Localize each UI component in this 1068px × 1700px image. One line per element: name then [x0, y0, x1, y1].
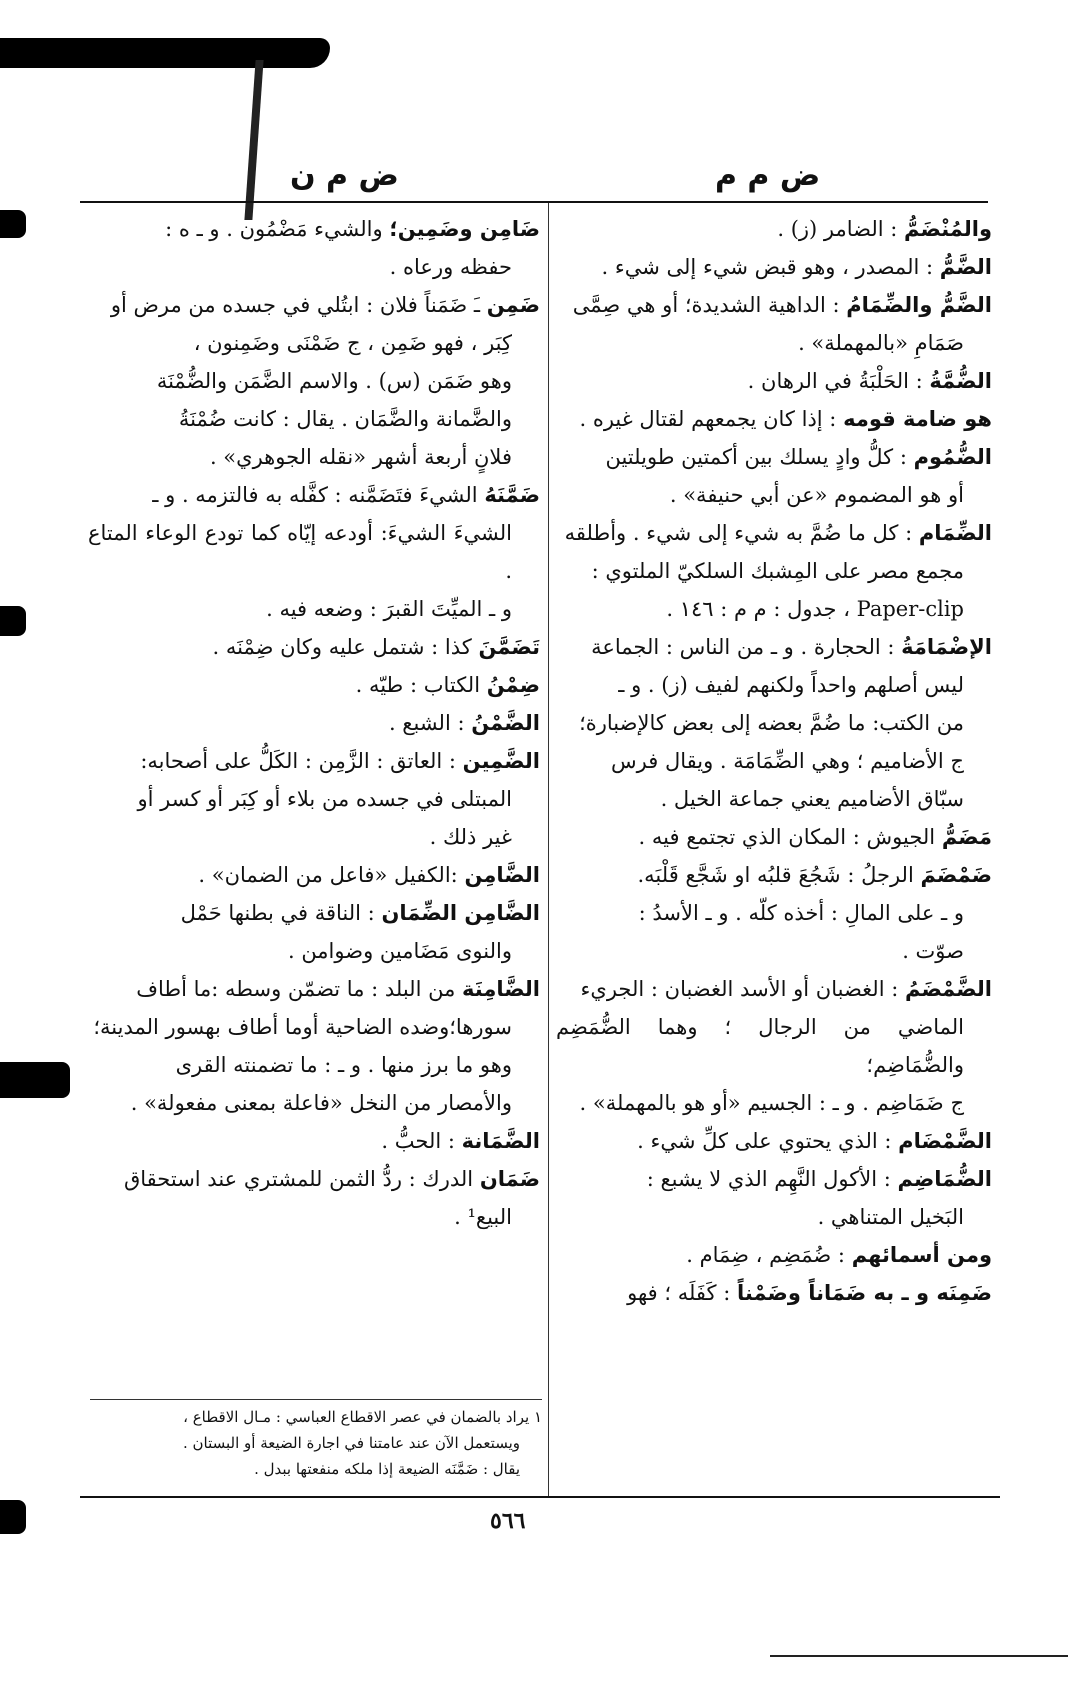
entry-line	[88, 1084, 540, 1122]
footnote-rule	[90, 1399, 542, 1400]
entry-line	[88, 362, 540, 400]
definition-text: : الذي يحتوي على كلِّ شيء .	[637, 1129, 892, 1153]
dictionary-entry	[556, 1274, 992, 1312]
definition-text: و ـ الميِّتَ القبرَ : وضعه فيه .	[266, 597, 512, 621]
entry-line	[88, 248, 540, 286]
scan-tear	[244, 60, 263, 220]
entry-line	[556, 1236, 992, 1274]
entry-line	[556, 286, 992, 324]
dictionary-entry	[556, 1236, 992, 1274]
headword: ضَامِن وضَمِين؛	[389, 217, 540, 241]
headword: ومن أسمائهم	[851, 1243, 992, 1267]
definition-text: والأمصار من النخل «فاعلة بمعنى مفعولة» .	[130, 1091, 512, 1115]
entry-line	[556, 932, 992, 970]
definition-text: : إذا كان يجمعهم لقتال غيره .	[579, 407, 837, 431]
headword: الضَّمَانة	[461, 1129, 540, 1153]
entry-line	[556, 590, 992, 628]
dictionary-entry	[556, 400, 992, 438]
headword: الضَّامِن	[464, 863, 540, 887]
definition-text: : الشبع .	[388, 711, 465, 735]
headword: والمُنْضَمُّ	[904, 217, 992, 241]
entry-line	[88, 1160, 540, 1198]
headword: الضُّمَاضِم	[897, 1167, 992, 1191]
dictionary-entry	[556, 438, 992, 514]
definition-text: البَخيل المتناهي .	[817, 1205, 964, 1229]
headword: الضِّمَام	[918, 521, 992, 545]
entry-line	[556, 438, 992, 476]
headword: الضَّمُّ	[939, 255, 992, 279]
definition-text: : الضامر (ز) .	[777, 217, 898, 241]
dictionary-entry	[88, 704, 540, 742]
definition-text: : الحبُّ .	[381, 1129, 455, 1153]
definition-text: من البلد : ما تضمّن وسطه :ما أطاف	[136, 977, 456, 1001]
headword: ضَمَان	[479, 1167, 540, 1191]
entry-line	[556, 704, 992, 742]
entry-line	[556, 248, 992, 286]
headword: الضُّمُوم	[913, 445, 992, 469]
definition-text: : الحَلْبَةُ في الرهان .	[747, 369, 923, 393]
column-left	[88, 210, 540, 1236]
definition-text: والشيء مَضْمُون . و ـ ه :	[165, 217, 383, 241]
dictionary-entry	[88, 210, 540, 286]
headword: الضَّامِن الضِّمَان	[381, 901, 540, 925]
dictionary-entry	[556, 248, 992, 286]
entry-line	[556, 400, 992, 438]
definition-text: فلانٍ أربعة أشهر «نقله الجوهري» .	[209, 445, 512, 469]
dictionary-entry	[88, 970, 540, 1122]
headword: الضَّمْضَمُ	[904, 977, 992, 1001]
entry-line	[556, 210, 992, 248]
entry-line	[556, 666, 992, 704]
definition-text: سبّاق الأضاميم يعني جماعة الخيل .	[660, 787, 964, 811]
definition-text: : الناقة في بطنها حَمْل	[180, 901, 375, 925]
dictionary-entry	[88, 742, 540, 856]
entry-line	[88, 666, 540, 704]
headword: الضُّمَّةُ	[929, 369, 992, 393]
scan-smudge	[0, 38, 330, 68]
definition-text: Paper-clip ، جدول : م م : ١٤٦ .	[666, 597, 964, 621]
edge-mark	[0, 1500, 26, 1534]
column-right	[556, 210, 992, 1312]
entry-line	[556, 552, 992, 590]
dictionary-entry	[88, 286, 540, 476]
headword: ضِمْنُ	[486, 673, 540, 697]
headword: الضَّمُّ والضِّمَامُ	[846, 293, 992, 317]
header-rule	[80, 201, 988, 203]
dictionary-entry	[556, 1122, 992, 1160]
edge-mark	[0, 1062, 70, 1098]
definition-text: الشيءَ الشيءَ: أودعه إيّاه كما تودع الوعاء المتاع .	[88, 521, 512, 583]
definition-text: ليس أصلهم واحداً ولكنهم لفيف (ز) . و ـ	[618, 673, 964, 697]
entry-line	[88, 438, 540, 476]
entry-line	[88, 324, 540, 362]
footnote-line: ويستعمل الآن عند عامتنا في اجارة الضيعة أو البستان .	[182, 1434, 520, 1452]
dictionary-entry	[556, 970, 992, 1122]
entry-line	[88, 780, 540, 818]
definition-text: : كل ما ضُمَّ به شيء إلى شيء . وأطلقه	[564, 521, 913, 545]
headword: الضَّمْضَام	[898, 1129, 992, 1153]
entry-line	[556, 1160, 992, 1198]
entry-line	[88, 286, 540, 324]
definition-text: والنوى مَضَامين وضوامن .	[287, 939, 512, 963]
entry-line	[88, 970, 540, 1008]
entry-line	[556, 362, 992, 400]
dictionary-entry	[556, 628, 992, 818]
definition-text: : كلُّ وادٍ يسلك بين أكمتين طويلتين	[605, 445, 907, 469]
entry-line	[556, 742, 992, 780]
entry-line	[556, 818, 992, 856]
entry-line	[88, 628, 540, 666]
definition-text: ـَ ضَمَناً فلان : ابتُلي في جسده من مرض أو	[110, 293, 481, 317]
definition-text: وهو ما برز منها . و ـ : ما تضمنته القرى	[175, 1053, 512, 1077]
entry-line	[556, 514, 992, 552]
footnote-line: يقال : ضَمَّنَه الضيعة إذا ملكه منفعتها ببدل .	[254, 1460, 520, 1478]
entry-line	[88, 1122, 540, 1160]
headword: تَضَمَّنَ	[478, 635, 540, 659]
entry-line	[556, 1274, 992, 1312]
definition-text: كِبَر ، فهو ضَمِن ، ج ضَمْنَى وضَمِنون ،	[193, 331, 512, 355]
entry-line	[556, 856, 992, 894]
definition-text: : كَفَلَه ؛ فهو	[627, 1281, 731, 1305]
definition-text: : المصدر ، وهو قبض شيء إلى شيء .	[601, 255, 934, 279]
dictionary-entry	[556, 362, 992, 400]
entry-line	[556, 970, 992, 1008]
definition-text: المبتلى في جسده من بلاء أو كِبَر أو كسر أو	[137, 787, 512, 811]
edge-mark	[0, 210, 26, 238]
entry-line	[88, 1198, 540, 1236]
dictionary-entry	[88, 666, 540, 704]
footer-rule	[80, 1496, 1000, 1498]
definition-text: : الأكول النَّهِم الذي لا يشبع :	[646, 1167, 891, 1191]
definition-text: ج الأضاميم ؛ وهي الضِّمَامَة . ويقال فرس	[611, 749, 964, 773]
dictionary-entry	[556, 514, 992, 628]
definition-text: صَمَامِ «بالمهملة» .	[798, 331, 964, 355]
entry-line	[88, 742, 540, 780]
entry-line	[88, 476, 540, 514]
definition-text: البيع¹ .	[454, 1205, 512, 1229]
entry-line	[88, 932, 540, 970]
definition-text: ج ضَمَاضِم . و ـ : الجسيم «أو هو بالمهملة» .	[579, 1091, 964, 1115]
headword: هو ضامة قومه	[843, 407, 992, 431]
entry-line	[88, 704, 540, 742]
definition-text: مجمع مصر على المِشبك السلكيّ الملتوي :	[591, 559, 964, 583]
dictionary-entry	[88, 1122, 540, 1160]
entry-line	[88, 1008, 540, 1046]
definition-text: الدرك : ردُّ الثمن للمشتري عند استحقاق	[123, 1167, 474, 1191]
definition-text: الرجلُ : شَجُعَ قلبُه او شَجَّع قَلْبَه.	[637, 863, 914, 887]
entry-line	[556, 780, 992, 818]
headword: مَضَمُّ	[941, 825, 992, 849]
column-divider	[548, 203, 549, 1496]
dictionary-entry	[556, 1160, 992, 1236]
running-head-right: ض م م	[715, 158, 821, 193]
definition-text: من الكتب: ما ضُمَّ بعضه إلى بعض كالإضبارة؛	[579, 711, 964, 735]
dictionary-entry	[88, 1160, 540, 1236]
entry-line	[88, 1046, 540, 1084]
definition-text: والضَّمانة والضَّمَان . يقال : كانت ضُمْنَةُ	[178, 407, 512, 431]
entry-line	[88, 210, 540, 248]
headword: ضَمِنَه و ـ به ضَمَاناً وضَمْناً	[737, 1281, 992, 1305]
definition-text: غير ذلك .	[429, 825, 512, 849]
footnote	[90, 1404, 542, 1482]
entry-line	[556, 1198, 992, 1236]
entry-line	[88, 856, 540, 894]
headword: ضَمِن	[486, 293, 540, 317]
definition-text: الماضي من الرجال ؛ وهما الضُّمَضِم والضُّمَاضِم؛	[556, 1015, 964, 1077]
definition-text: سورها؛وضده الضاحية أوما أطاف بهسور المدينة؛	[93, 1015, 512, 1039]
entry-line	[556, 476, 992, 514]
definition-text: حفظه ورعاه .	[389, 255, 512, 279]
definition-text: : ضُمَضِم ، ضِمَام .	[686, 1243, 846, 1267]
entry-line	[556, 324, 992, 362]
entry-line	[88, 894, 540, 932]
dictionary-entry	[88, 476, 540, 628]
edge-mark	[0, 606, 26, 636]
running-head-left: ض م ن	[290, 158, 399, 193]
page-number: ٥٦٦	[490, 1508, 526, 1534]
headword: الإضْمَامَةُ	[901, 635, 992, 659]
entry-line	[88, 590, 540, 628]
definition-text: :الكفيل «فاعل من الضمان» .	[198, 863, 458, 887]
definition-text: أو هو المضموم «عن أبي حنيفة» .	[669, 483, 964, 507]
definition-text: : الغضبان أو الأسد الغضبان : الجريء	[580, 977, 899, 1001]
dictionary-entry	[556, 210, 992, 248]
headword: الضَّمْنُ	[471, 711, 540, 735]
headword: الضَّمِين	[462, 749, 540, 773]
definition-text: صوّت .	[902, 939, 964, 963]
definition-text: وهو ضَمَن (س) . والاسم الضَّمَن والضُّمْنَة	[156, 369, 512, 393]
definition-text: : الداهية الشديدة؛ أو هي صِمَّى	[572, 293, 840, 317]
headword: الضَّامِنَة	[462, 977, 540, 1001]
definition-text: و ـ على المالِ : أخذه كلّه . و ـ الأسدُ :	[638, 901, 964, 925]
entry-line	[556, 628, 992, 666]
dictionary-entry	[88, 894, 540, 970]
scan-line	[770, 1655, 1068, 1657]
entry-line	[556, 1008, 992, 1084]
definition-text: الجيوش : المكان الذي تجتمع فيه .	[638, 825, 936, 849]
definition-text: الشيءَ فتَضَمَّنه : كفَّله به فالتزمه . و ـ	[152, 483, 478, 507]
definition-text: : العاتق : الزَّمِن : الكَلُّ على أصحابه:	[140, 749, 456, 773]
footnote-line: ١ يراد بالضمان في عصر الاقطاع العباسي : مـال الاقطاع ،	[183, 1408, 542, 1426]
definition-text: كذا : شتمل عليه وكان ضِمْنَه .	[212, 635, 472, 659]
dictionary-entry	[556, 856, 992, 970]
dictionary-entry	[556, 286, 992, 362]
entry-line	[88, 400, 540, 438]
definition-text: الكتاب : طيّه .	[355, 673, 481, 697]
dictionary-entry	[88, 856, 540, 894]
entry-line	[88, 818, 540, 856]
entry-line	[88, 514, 540, 590]
headword: ضَمْضَمَ	[920, 863, 992, 887]
entry-line	[556, 1122, 992, 1160]
dictionary-entry	[88, 628, 540, 666]
headword: ضَمَّنَهُ	[484, 483, 540, 507]
entry-line	[556, 894, 992, 932]
definition-text: : الحجارة . و ـ من الناس : الجماعة	[591, 635, 895, 659]
dictionary-entry	[556, 818, 992, 856]
entry-line	[556, 1084, 992, 1122]
